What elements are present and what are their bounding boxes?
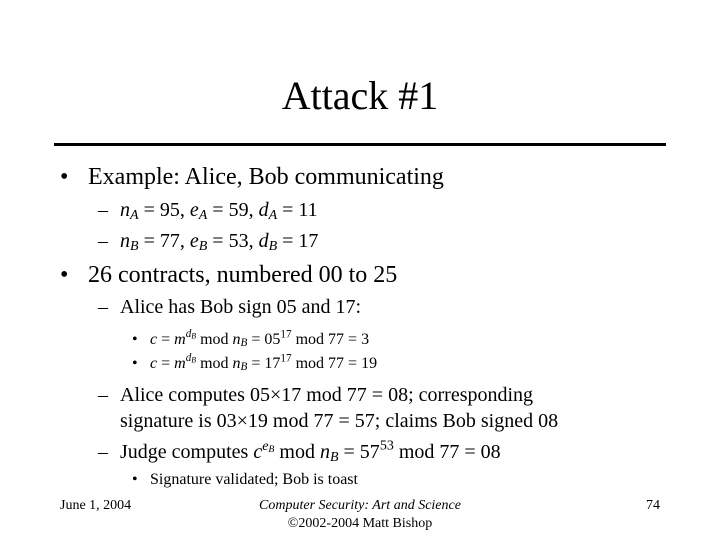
signature-05-equation: $c = m^{d_B}$ mod $n_B = 05^{17}$ mod 77 = 3: [150, 328, 370, 350]
judge-computes: Judge computes $c^{e_B}$ mod $n_B = 57^{53}$ mod 77 = 08: [120, 438, 501, 465]
bullet-example: Example: Alice, Bob communicating: [88, 164, 444, 190]
dash-marker: –: [98, 199, 108, 221]
alice-computes-line1: Alice computes 05×17 mod 77 = 08; corresponding: [120, 384, 534, 406]
alice-computes-line2: signature is 03×19 mod 77 = 57; claims Bob signed 08: [120, 410, 559, 432]
bob-keys: $n_B = 77$, $e_B = 53$, $d_B = 17$: [120, 230, 319, 254]
bullet-marker: •: [60, 164, 69, 190]
small-bullet-marker: •: [132, 355, 138, 372]
signature-17-equation: $c = m^{d_B}$ mod $n_B = 17^{17}$ mod 77 = 19: [150, 352, 378, 374]
dash-marker: –: [98, 384, 108, 406]
bullet-marker: •: [60, 262, 69, 288]
page-number: 74: [646, 498, 660, 513]
title-divider: [54, 143, 666, 146]
slide-title: Attack #1: [281, 73, 439, 118]
alice-keys: $n_A = 95$, $e_A = 59$, $d_A = 11$: [120, 199, 318, 223]
small-bullet-marker: •: [132, 471, 138, 488]
dash-marker: –: [98, 230, 108, 252]
signature-validated: Signature validated; Bob is toast: [150, 471, 358, 488]
footer-date: June 1, 2004: [60, 498, 132, 513]
dash-marker: –: [98, 296, 108, 318]
bullet-contracts: 26 contracts, numbered 00 to 25: [88, 262, 398, 288]
alice-sign-request: Alice has Bob sign 05 and 17:: [120, 296, 362, 318]
small-bullet-marker: •: [132, 331, 138, 348]
footer-copyright: ©2002-2004 Matt Bishop: [287, 516, 433, 531]
footer-book-title: Computer Security: Art and Science: [259, 498, 461, 513]
dash-marker: –: [98, 441, 108, 463]
